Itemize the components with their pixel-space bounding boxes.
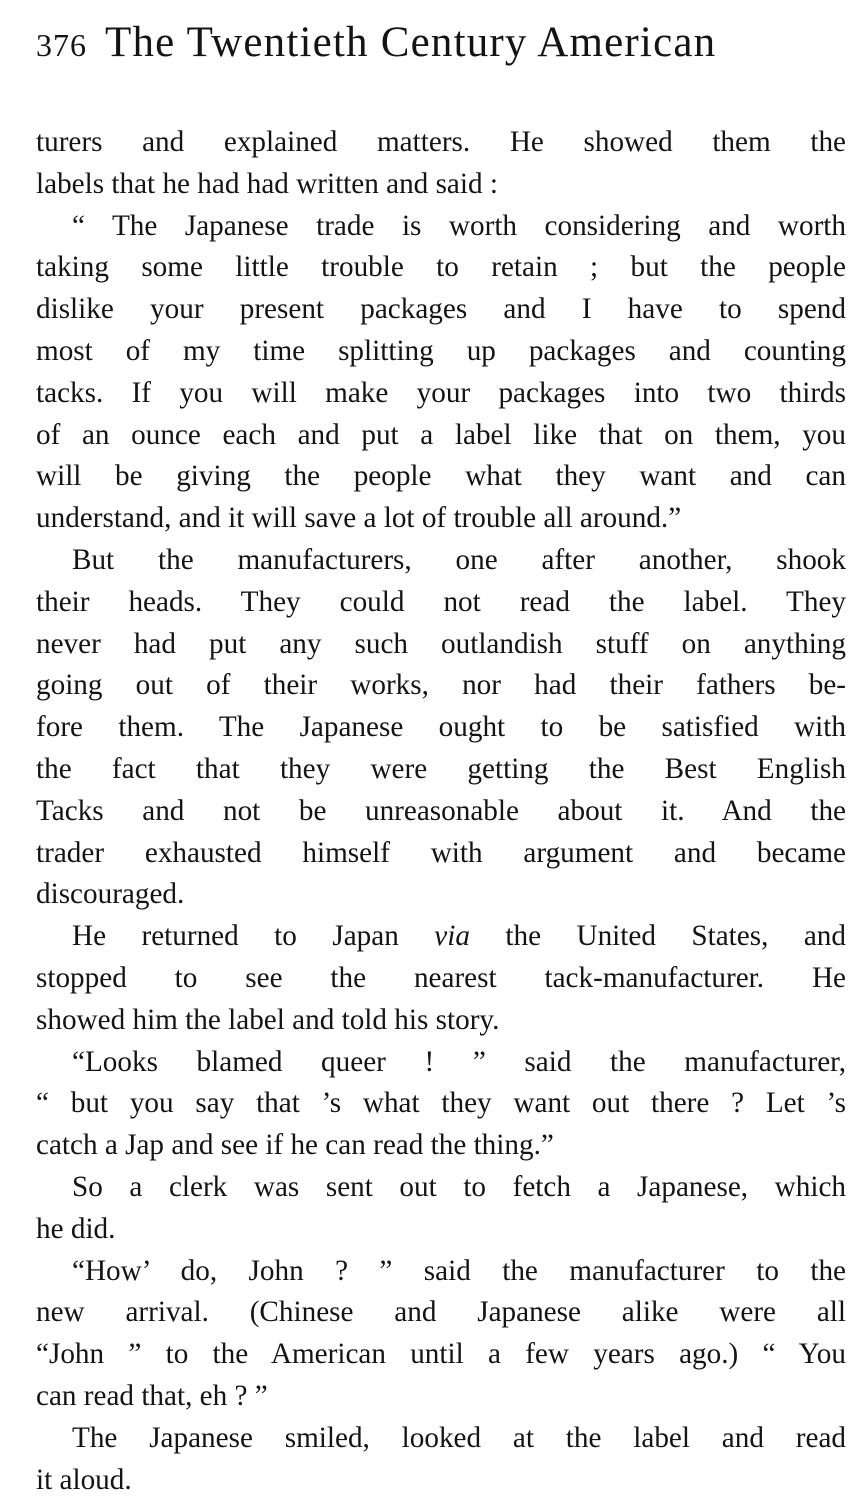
text-line: “How’ do, John ? ” said the manufacturer to the [36,1251,846,1293]
text-run: the United States, and [470,920,846,952]
text-line: dislike your present packages and I have to spend [36,289,846,331]
paragraph [36,1167,846,1251]
text-line: their heads. They could not read the label. They [36,582,846,624]
text-line: never had put any such outlandish stuff on anything [36,624,846,666]
text-line: “ The Japanese trade is worth considering and worth [36,206,846,248]
text-line: But the manufacturers, one after another, shook [36,540,846,582]
text-line: can read that, eh ? ” [36,1376,846,1418]
italic-word: via [434,920,470,952]
text-line: tacks. If you will make your packages into two thirds [36,373,846,415]
text-line: “John ” to the American until a few years ago.) “ You [36,1334,846,1376]
text-line: discouraged. [36,874,846,916]
text-line: catch a Jap and see if he can read the thing.” [36,1125,846,1167]
text-line: “Looks blamed queer ! ” said the manufacturer, [36,1042,846,1084]
text-line: taking some little trouble to retain ; but the people [36,247,846,289]
text-line: showed him the label and told his story. [36,1000,846,1042]
text-line: The Japanese smiled, looked at the label and read [36,1418,846,1460]
text-line: will be giving the people what they want and can [36,456,846,498]
body-text [36,122,846,1501]
running-title: The Twentieth Century American [105,18,716,67]
text-run: He returned to Japan [72,920,434,952]
text-line: trader exhausted himself with argument and became [36,833,846,875]
paragraph [36,122,846,206]
page-header [36,18,846,76]
paragraph [36,1251,846,1418]
text-line: going out of their works, nor had their fathers be- [36,665,846,707]
text-line: most of my time splitting up packages and counting [36,331,846,373]
text-line: the fact that they were getting the Best English [36,749,846,791]
text-line: it aloud. [36,1460,846,1501]
text-line: Tacks and not be unreasonable about it. And the [36,791,846,833]
text-line: labels that he had had written and said : [36,164,846,206]
book-page [36,18,846,1501]
paragraph [36,206,846,540]
text-line: understand, and it will save a lot of trouble all around.” [36,498,846,540]
text-line: new arrival. (Chinese and Japanese alike were all [36,1292,846,1334]
text-line: stopped to see the nearest tack-manufacturer. He [36,958,846,1000]
text-line [36,916,846,958]
text-line: fore them. The Japanese ought to be satisfied with [36,707,846,749]
paragraph [36,1042,846,1167]
paragraph [36,1418,846,1501]
paragraph [36,916,846,1041]
text-line: “ but you say that ’s what they want out there ? Let ’s [36,1083,846,1125]
text-line: So a clerk was sent out to fetch a Japanese, which [36,1167,846,1209]
paragraph [36,540,846,916]
page-number: 376 [36,27,87,64]
text-line: of an ounce each and put a label like that on them, you [36,415,846,457]
text-line: he did. [36,1209,846,1251]
text-line: turers and explained matters. He showed them the [36,122,846,164]
